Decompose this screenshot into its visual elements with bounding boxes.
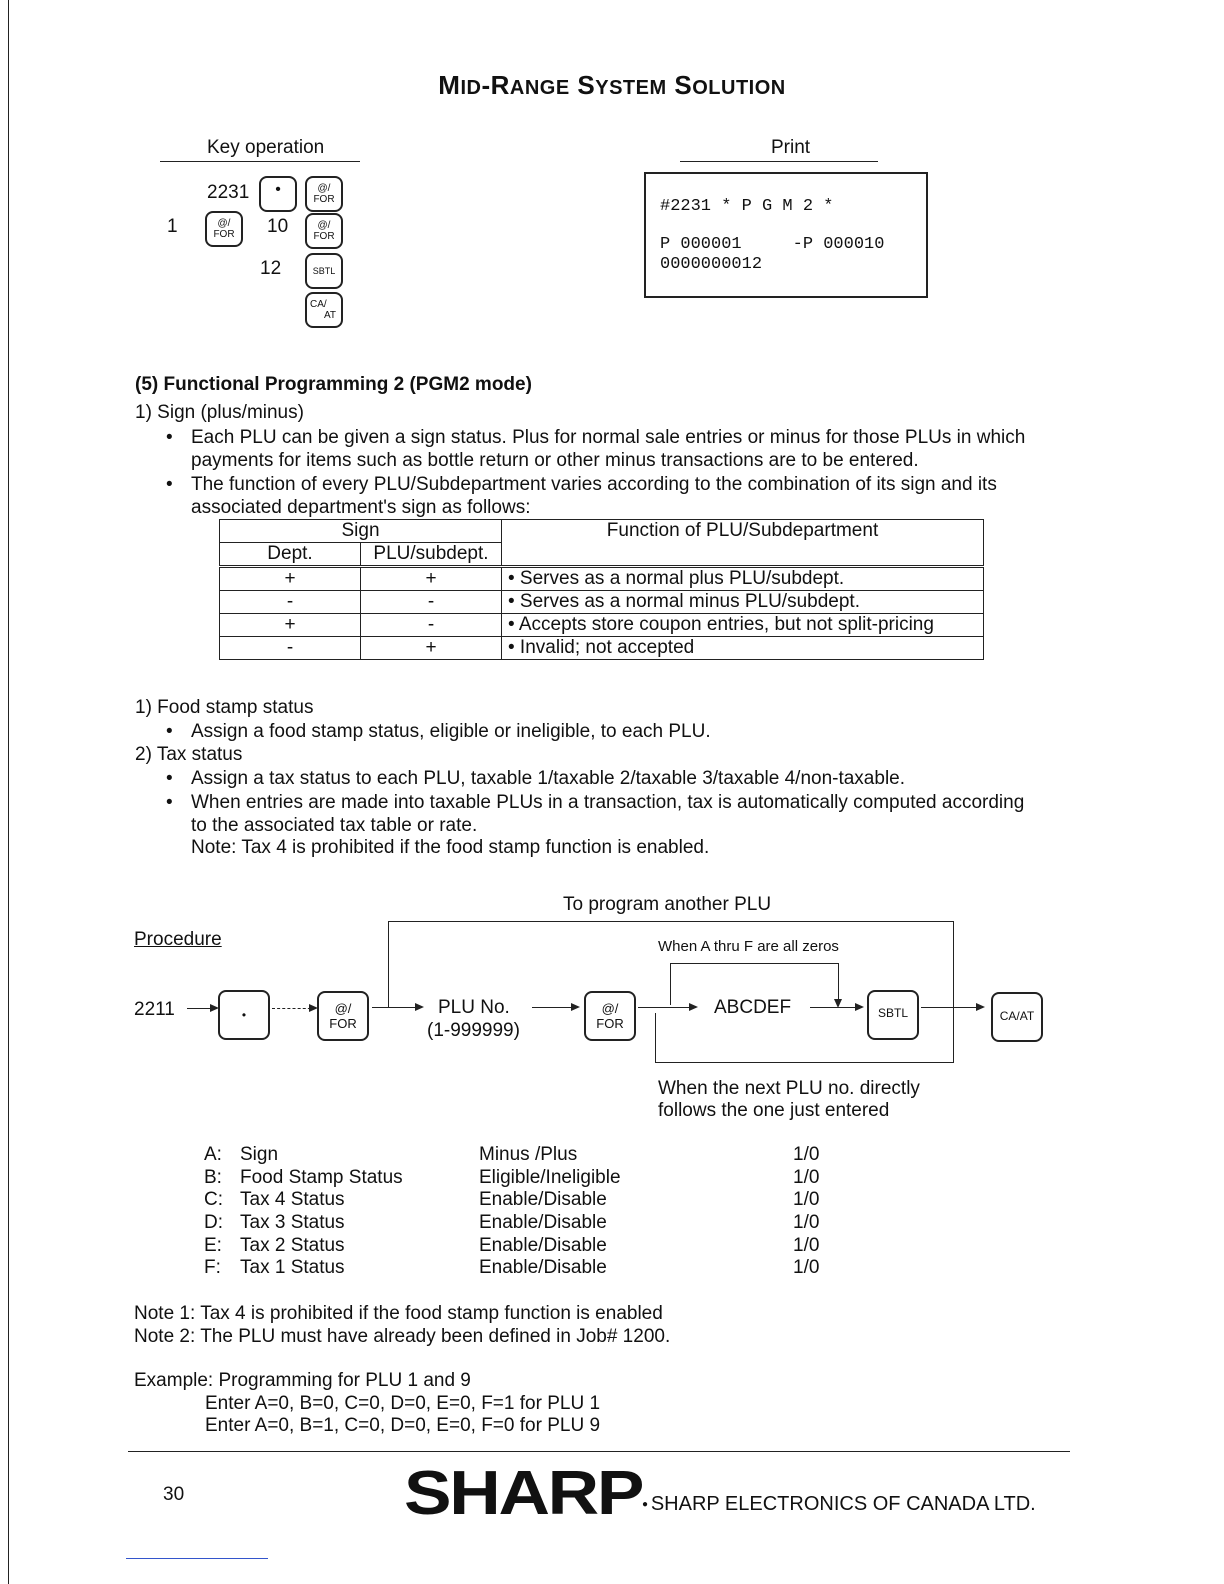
field-options: Enable/Disable xyxy=(479,1189,607,1210)
bullet-sign-status-cont: payments for items such as bottle return or other minus transactions are to be entered. xyxy=(191,450,919,471)
bullet-tax-assign: • Assign a tax status to each PLU, taxable 1/taxable 2/taxable 3/taxable 4/non-taxable. xyxy=(191,767,905,790)
dept-sign: + xyxy=(220,567,361,591)
table-row xyxy=(220,637,984,660)
loop-line-right xyxy=(953,921,954,1062)
field-values: 1/0 xyxy=(793,1167,820,1188)
note-2: Note 2: The PLU must have already been defined in Job# 1200. xyxy=(134,1326,671,1347)
page-title: MID-RANGE SYSTEM SOLUTION xyxy=(438,70,786,100)
plu-sign: - xyxy=(361,614,502,637)
receipt-line-2: P 000001 -P 000010 xyxy=(660,235,885,254)
next-plu-note-1: When the next PLU no. directly xyxy=(658,1078,920,1099)
field-name: Tax 1 Status xyxy=(240,1257,345,1278)
plu-range-label: (1-999999) xyxy=(427,1020,520,1041)
key-op-2231: 2231 xyxy=(207,182,250,203)
field-options: Enable/Disable xyxy=(479,1257,607,1278)
bullet-food-stamp: • Assign a food stamp status, eligible or ineligible, to each PLU. xyxy=(191,720,711,743)
field-name: Tax 2 Status xyxy=(240,1235,345,1256)
at-for-key: @/ FOR xyxy=(317,991,369,1041)
procedure-label: Procedure xyxy=(134,929,222,950)
table-row xyxy=(220,567,984,591)
item-tax-status: 2) Tax status xyxy=(135,744,243,765)
plu-header: PLU/subdept. xyxy=(361,543,502,567)
footer-link-rule xyxy=(126,1558,268,1559)
field-values: 1/0 xyxy=(793,1257,820,1278)
sbtl-key: SBTL xyxy=(305,253,343,289)
function-text: • Serves as a normal minus PLU/subdept. xyxy=(502,591,984,614)
table-header-row xyxy=(220,520,984,543)
at-for-key: @/ FOR xyxy=(305,176,343,212)
function-header: Function of PLU/Subdepartment xyxy=(502,520,984,567)
loop-label: To program another PLU xyxy=(563,894,772,915)
point-key: • xyxy=(259,176,297,212)
arrow-4 xyxy=(532,1007,578,1008)
field-options: Enable/Disable xyxy=(479,1212,607,1233)
at-for-key: @/ FOR xyxy=(584,991,636,1041)
field-letter: C: xyxy=(204,1189,223,1210)
footer-rule xyxy=(128,1451,1070,1452)
bullet-tax-computed-cont: to the associated tax table or rate. xyxy=(191,815,478,836)
at-for-key: @/ FOR xyxy=(305,213,343,249)
field-values: 1/0 xyxy=(793,1235,820,1256)
field-options: Enable/Disable xyxy=(479,1235,607,1256)
arrow-5 xyxy=(638,1007,696,1008)
bullet-function-varies: • The function of every PLU/Subdepartment varies according to the combination of its sign and its xyxy=(191,473,997,496)
field-letter: F: xyxy=(204,1257,221,1278)
field-values: 1/0 xyxy=(793,1212,820,1233)
field-letter: D: xyxy=(204,1212,223,1233)
tax-note: Note: Tax 4 is prohibited if the food stamp function is enabled. xyxy=(191,837,710,858)
arrow-6 xyxy=(810,1007,862,1008)
field-name: Food Stamp Status xyxy=(240,1167,403,1188)
print-receipt xyxy=(644,172,928,298)
plu-no-label: PLU No. xyxy=(438,997,510,1018)
receipt-line-3: 0000000012 xyxy=(660,255,763,274)
bypass-arrow-down xyxy=(838,963,839,1006)
field-letter: B: xyxy=(204,1167,222,1188)
bullet-function-varies-cont: associated department's sign as follows: xyxy=(191,497,531,518)
plu-sign: + xyxy=(361,567,502,591)
key-operation-underline xyxy=(160,161,360,162)
point-key: • xyxy=(218,990,270,1040)
item-food-stamp: 1) Food stamp status xyxy=(135,697,314,718)
key-op-1: 1 xyxy=(167,216,178,237)
page-number: 30 xyxy=(163,1484,185,1505)
sign-header: Sign xyxy=(220,520,502,543)
field-name: Tax 4 Status xyxy=(240,1189,345,1210)
key-operation-header: Key operation xyxy=(207,137,325,158)
arrow-3 xyxy=(372,1007,422,1008)
abcdef-label: ABCDEF xyxy=(714,997,792,1018)
print-header: Print xyxy=(771,137,811,158)
example-plu-9: Enter A=0, B=1, C=0, D=0, E=0, F=0 for PLU 9 xyxy=(205,1415,601,1436)
field-options: Minus /Plus xyxy=(479,1144,578,1165)
dept-sign: - xyxy=(220,591,361,614)
item-sign: 1) Sign (plus/minus) xyxy=(135,402,304,423)
zeros-label: When A thru F are all zeros xyxy=(658,938,839,955)
ca-at-key: CA/ AT xyxy=(305,292,343,328)
example-heading: Example: Programming for PLU 1 and 9 xyxy=(134,1370,471,1391)
section-heading: (5) Functional Programming 2 (PGM2 mode) xyxy=(135,374,532,395)
plu-sign: + xyxy=(361,637,502,660)
procedure-code: 2211 xyxy=(134,999,175,1020)
note-1: Note 1: Tax 4 is prohibited if the food stamp function is enabled xyxy=(134,1303,663,1324)
field-values: 1/0 xyxy=(793,1189,820,1210)
arrow-1 xyxy=(187,1008,217,1009)
function-text: • Invalid; not accepted xyxy=(502,637,984,660)
print-underline xyxy=(680,161,878,162)
table-row xyxy=(220,591,984,614)
loop-line-left xyxy=(388,921,389,1007)
margin-rule xyxy=(8,0,9,1584)
field-values: 1/0 xyxy=(793,1144,820,1165)
field-name: Sign xyxy=(240,1144,279,1165)
arrow-7 xyxy=(921,1007,983,1008)
ca-at-key: CA/AT xyxy=(991,992,1043,1042)
at-for-key: @/ FOR xyxy=(205,211,243,247)
receipt-line-1: #2231 * P G M 2 * xyxy=(660,197,834,216)
example-plu-1: Enter A=0, B=0, C=0, D=0, E=0, F=1 for PLU 1 xyxy=(205,1393,601,1414)
field-letter: E: xyxy=(204,1235,222,1256)
sbtl-key: SBTL xyxy=(867,990,919,1040)
field-letter: A: xyxy=(204,1144,222,1165)
table-row xyxy=(220,614,984,637)
key-op-10: 10 xyxy=(267,216,289,237)
dept-sign: - xyxy=(220,637,361,660)
key-op-12: 12 xyxy=(260,258,282,279)
next-plu-note-2: follows the one just entered xyxy=(658,1100,890,1121)
loop-line-bottom xyxy=(655,1062,954,1063)
field-options: Eligible/Ineligible xyxy=(479,1167,621,1188)
bullet-sign-status: • Each PLU can be given a sign status. Plus for normal sale entries or minus for those PLUs in which xyxy=(191,426,1025,449)
field-name: Tax 3 Status xyxy=(240,1212,345,1233)
bypass-line-left xyxy=(670,963,671,1005)
function-text: • Serves as a normal plus PLU/subdept. xyxy=(502,567,984,591)
company-name: ● SHARP ELECTRONICS OF CANADA LTD. xyxy=(642,1493,1036,1515)
loop-line-inner-left xyxy=(655,1013,656,1063)
arrow-2 xyxy=(272,1008,316,1009)
dept-sign: + xyxy=(220,614,361,637)
dept-header: Dept. xyxy=(220,543,361,567)
function-text: • Accepts store coupon entries, but not split-pricing xyxy=(502,614,984,637)
bypass-line-top xyxy=(670,963,838,964)
loop-line-top xyxy=(388,921,954,922)
bullet-tax-computed: • When entries are made into taxable PLUs in a transaction, tax is automatically computed according xyxy=(191,791,1024,814)
plu-sign: - xyxy=(361,591,502,614)
sharp-logo: SHARP xyxy=(404,1459,643,1528)
sign-table xyxy=(219,519,984,660)
